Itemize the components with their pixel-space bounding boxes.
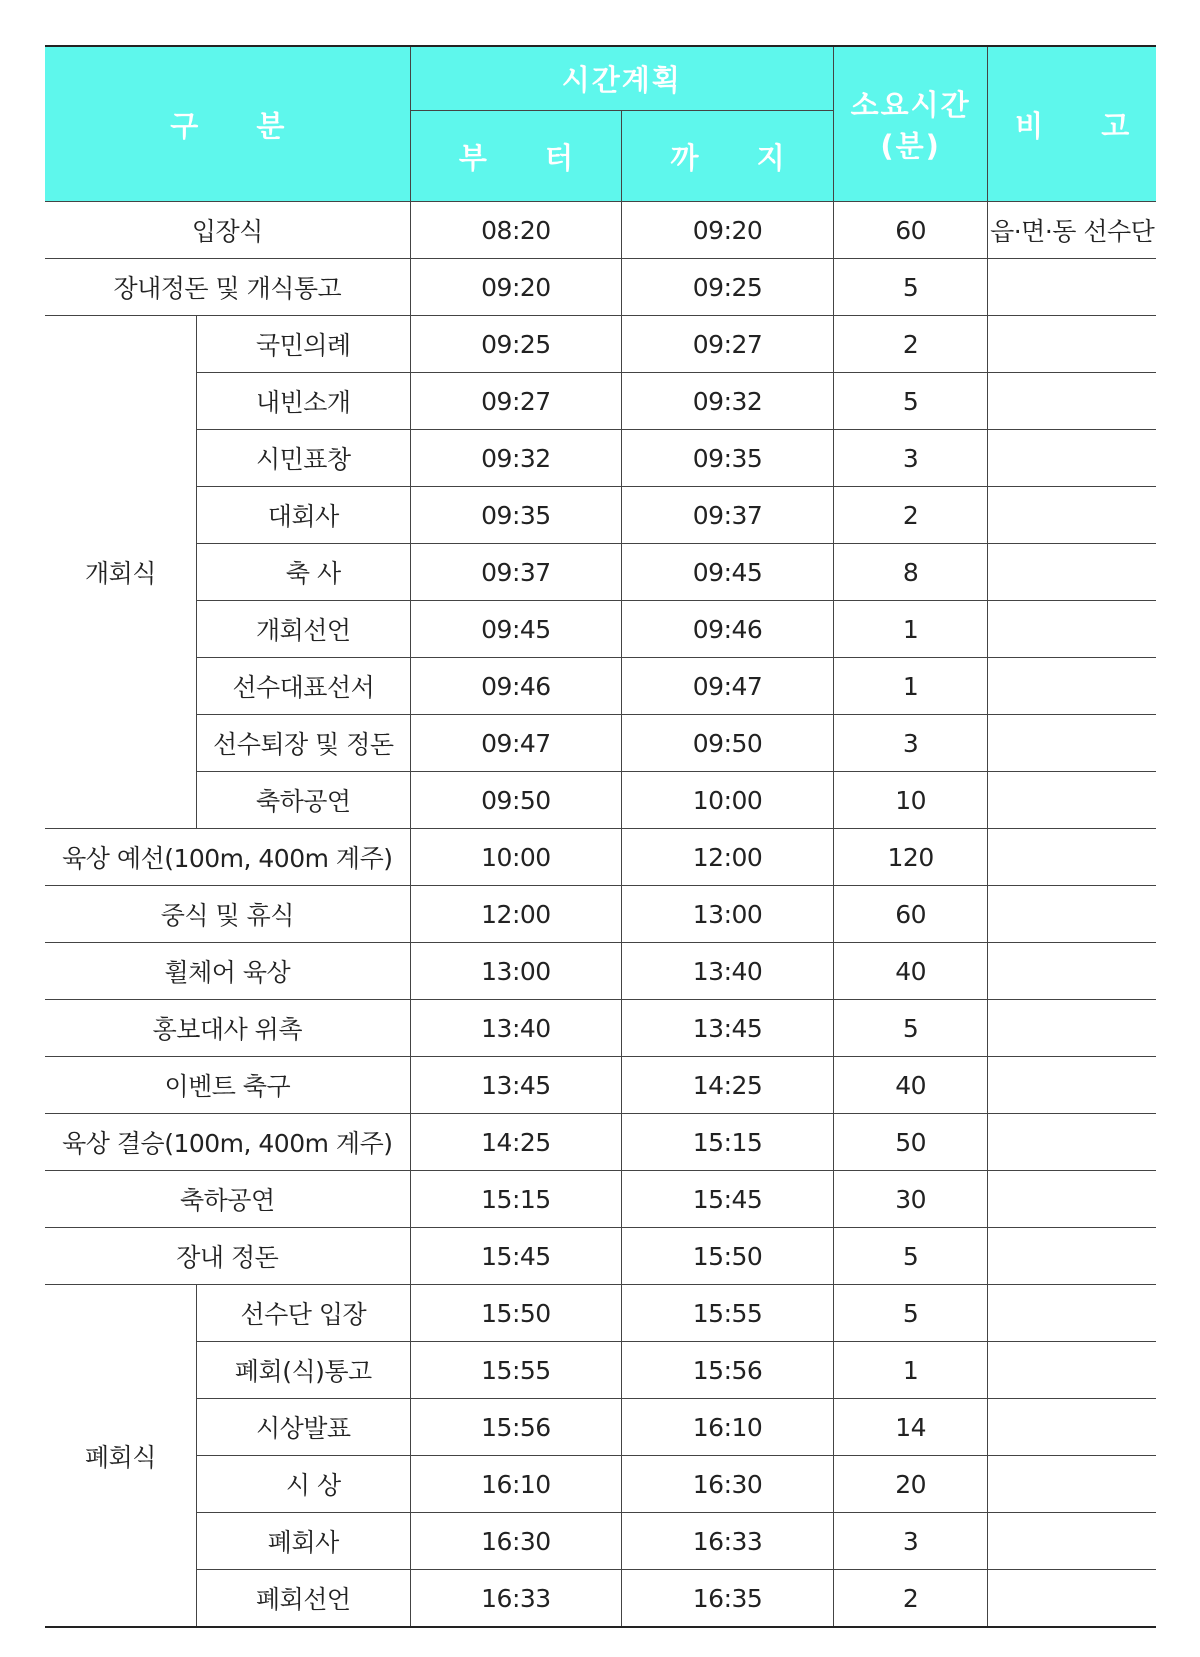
row-note: [988, 715, 1156, 772]
header-from: 부 터: [410, 111, 622, 202]
row-to: 09:46: [622, 601, 834, 658]
row-duration: 2: [833, 1570, 988, 1628]
row-label: 대회사: [196, 487, 410, 544]
header-time-plan: 시간계획: [410, 46, 833, 111]
row-from: 09:50: [410, 772, 622, 829]
row-label: 선수단 입장: [196, 1285, 410, 1342]
table-row: [45, 1570, 1156, 1628]
row-label: 선수대표선서: [196, 658, 410, 715]
row-note: 읍·면·동 선수단: [988, 202, 1156, 259]
row-from: 09:35: [410, 487, 622, 544]
row-to: 09:37: [622, 487, 834, 544]
table-row: [45, 1000, 1156, 1057]
row-duration: 5: [833, 1285, 988, 1342]
row-note: [988, 430, 1156, 487]
table-row: [45, 829, 1156, 886]
row-duration: 40: [833, 943, 988, 1000]
row-from: 13:40: [410, 1000, 622, 1057]
row-from: 15:50: [410, 1285, 622, 1342]
table-row: [45, 772, 1156, 829]
row-note: [988, 316, 1156, 373]
row-label: 폐회사: [196, 1513, 410, 1570]
row-to: 16:30: [622, 1456, 834, 1513]
header-duration-line1: 소요시간: [850, 88, 971, 122]
row-to: 16:33: [622, 1513, 834, 1570]
row-duration: 60: [833, 202, 988, 259]
row-note: [988, 1114, 1156, 1171]
row-from: 09:37: [410, 544, 622, 601]
row-to: 12:00: [622, 829, 834, 886]
table-row: [45, 544, 1156, 601]
row-duration: 30: [833, 1171, 988, 1228]
row-duration: 3: [833, 430, 988, 487]
row-note: [988, 259, 1156, 316]
header-duration: [833, 46, 988, 202]
row-note: [988, 487, 1156, 544]
row-from: 16:10: [410, 1456, 622, 1513]
row-label: 국민의례: [196, 316, 410, 373]
row-duration: 120: [833, 829, 988, 886]
row-to: 09:35: [622, 430, 834, 487]
table-row: [45, 259, 1156, 316]
table-row: [45, 202, 1156, 259]
row-to: 15:45: [622, 1171, 834, 1228]
table-row: [45, 1057, 1156, 1114]
row-to: 14:25: [622, 1057, 834, 1114]
row-label: 육상 예선(100m, 400m 계주): [45, 829, 410, 886]
row-note: [988, 772, 1156, 829]
row-duration: 3: [833, 1513, 988, 1570]
row-duration: 8: [833, 544, 988, 601]
table-row: [45, 886, 1156, 943]
row-from: 09:20: [410, 259, 622, 316]
row-note: [988, 1570, 1156, 1628]
row-label: 시 상: [196, 1456, 410, 1513]
row-label: 이벤트 축구: [45, 1057, 410, 1114]
group-label-closing: 폐회식: [45, 1285, 196, 1628]
row-from: 09:27: [410, 373, 622, 430]
row-note: [988, 1456, 1156, 1513]
table-row: [45, 658, 1156, 715]
group-label-opening: 개회식: [45, 316, 196, 829]
row-label: 내빈소개: [196, 373, 410, 430]
row-to: 09:25: [622, 259, 834, 316]
row-note: [988, 1228, 1156, 1285]
row-label: 육상 결승(100m, 400m 계주): [45, 1114, 410, 1171]
row-label: 장내 정돈: [45, 1228, 410, 1285]
row-label: 축하공연: [45, 1171, 410, 1228]
row-from: 16:33: [410, 1570, 622, 1628]
header-duration-line2: (분): [880, 129, 941, 163]
row-label: 장내정돈 및 개식통고: [45, 259, 410, 316]
table-row: [45, 1114, 1156, 1171]
table-body: [45, 202, 1156, 1628]
row-to: 10:00: [622, 772, 834, 829]
row-from: 13:00: [410, 943, 622, 1000]
row-note: [988, 1171, 1156, 1228]
row-note: [988, 1000, 1156, 1057]
header-to: 까 지: [622, 111, 834, 202]
row-note: [988, 1285, 1156, 1342]
row-label: 축 사: [196, 544, 410, 601]
row-to: 15:56: [622, 1342, 834, 1399]
row-note: [988, 1513, 1156, 1570]
row-duration: 5: [833, 373, 988, 430]
row-label: 축하공연: [196, 772, 410, 829]
row-label: 선수퇴장 및 정돈: [196, 715, 410, 772]
row-duration: 10: [833, 772, 988, 829]
row-label: 입장식: [45, 202, 410, 259]
row-note: [988, 1399, 1156, 1456]
table-row: [45, 430, 1156, 487]
table-row: [45, 943, 1156, 1000]
row-label: 홍보대사 위촉: [45, 1000, 410, 1057]
row-duration: 14: [833, 1399, 988, 1456]
row-note: [988, 1057, 1156, 1114]
table-row: [45, 316, 1156, 373]
header-category: 구 분: [45, 46, 410, 202]
row-from: 12:00: [410, 886, 622, 943]
row-duration: 20: [833, 1456, 988, 1513]
row-note: [988, 1342, 1156, 1399]
row-note: [988, 886, 1156, 943]
table-row: [45, 1171, 1156, 1228]
table-row: [45, 715, 1156, 772]
table-row: [45, 373, 1156, 430]
row-duration: 50: [833, 1114, 988, 1171]
row-from: 14:25: [410, 1114, 622, 1171]
row-to: 09:27: [622, 316, 834, 373]
row-note: [988, 373, 1156, 430]
table-row: [45, 1285, 1156, 1342]
row-to: 09:20: [622, 202, 834, 259]
row-label: 휠체어 육상: [45, 943, 410, 1000]
row-note: [988, 544, 1156, 601]
table-header: [45, 46, 1156, 202]
row-duration: 5: [833, 259, 988, 316]
row-note: [988, 601, 1156, 658]
row-from: 09:45: [410, 601, 622, 658]
row-from: 15:55: [410, 1342, 622, 1399]
row-to: 13:00: [622, 886, 834, 943]
row-duration: 60: [833, 886, 988, 943]
row-note: [988, 658, 1156, 715]
row-from: 15:56: [410, 1399, 622, 1456]
row-duration: 5: [833, 1000, 988, 1057]
row-from: 16:30: [410, 1513, 622, 1570]
row-to: 15:55: [622, 1285, 834, 1342]
row-from: 09:32: [410, 430, 622, 487]
table-row: [45, 1228, 1156, 1285]
row-to: 09:32: [622, 373, 834, 430]
row-to: 15:15: [622, 1114, 834, 1171]
row-from: 15:45: [410, 1228, 622, 1285]
row-duration: 2: [833, 487, 988, 544]
row-from: 15:15: [410, 1171, 622, 1228]
row-from: 09:47: [410, 715, 622, 772]
row-to: 15:50: [622, 1228, 834, 1285]
header-note: 비 고: [988, 46, 1156, 202]
table-row: [45, 1399, 1156, 1456]
row-duration: 2: [833, 316, 988, 373]
row-to: 09:45: [622, 544, 834, 601]
row-duration: 40: [833, 1057, 988, 1114]
table-row: [45, 487, 1156, 544]
row-to: 16:10: [622, 1399, 834, 1456]
row-to: 13:40: [622, 943, 834, 1000]
row-duration: 5: [833, 1228, 988, 1285]
row-duration: 1: [833, 601, 988, 658]
row-from: 09:25: [410, 316, 622, 373]
table-row: [45, 1513, 1156, 1570]
row-label: 폐회(식)통고: [196, 1342, 410, 1399]
row-to: 09:50: [622, 715, 834, 772]
row-label: 폐회선언: [196, 1570, 410, 1628]
row-from: 09:46: [410, 658, 622, 715]
row-to: 16:35: [622, 1570, 834, 1628]
table-row: [45, 1456, 1156, 1513]
row-from: 10:00: [410, 829, 622, 886]
row-to: 13:45: [622, 1000, 834, 1057]
row-from: 08:20: [410, 202, 622, 259]
row-label: 중식 및 휴식: [45, 886, 410, 943]
row-to: 09:47: [622, 658, 834, 715]
row-note: [988, 829, 1156, 886]
table-row: [45, 1342, 1156, 1399]
row-duration: 1: [833, 1342, 988, 1399]
table-row: [45, 601, 1156, 658]
row-duration: 3: [833, 715, 988, 772]
row-label: 개회선언: [196, 601, 410, 658]
row-label: 시민표창: [196, 430, 410, 487]
row-note: [988, 943, 1156, 1000]
row-from: 13:45: [410, 1057, 622, 1114]
row-duration: 1: [833, 658, 988, 715]
event-schedule-table: [45, 45, 1156, 1628]
row-label: 시상발표: [196, 1399, 410, 1456]
